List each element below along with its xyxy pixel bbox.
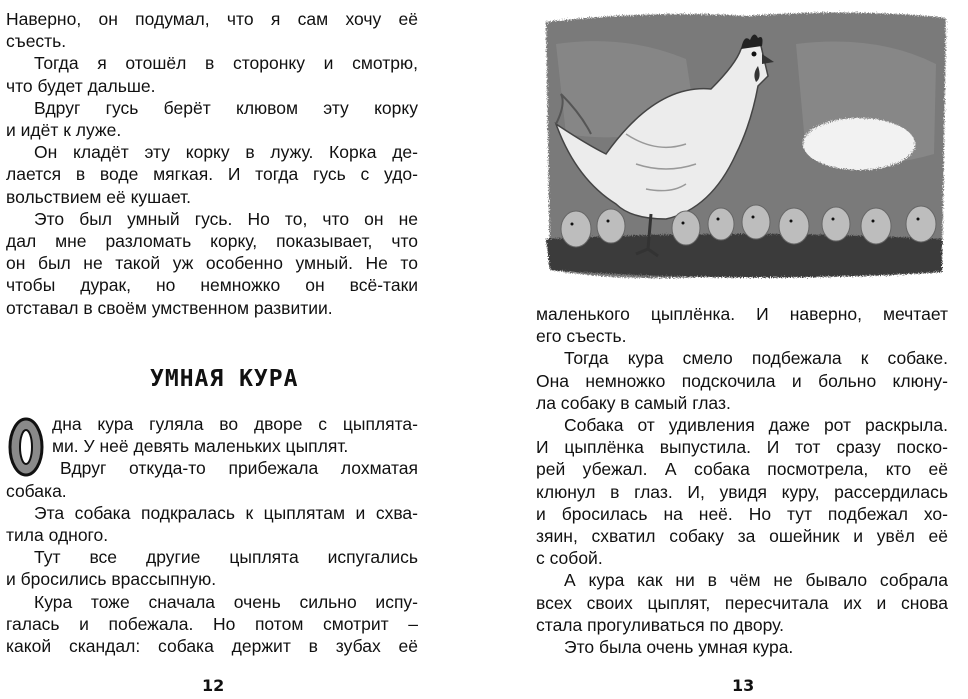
text-line: отставал в своём умственном развитии. [6, 297, 333, 318]
page-number-left: 12 [202, 676, 225, 695]
text-line: Это была очень умная кура. [564, 637, 794, 658]
text-line: ла собаку в самый глаз. [536, 392, 731, 413]
text-line: Наверно, он подумал, что я сам хочу её [6, 9, 418, 29]
text-line: какой скандал: собака держит в зубах её [6, 636, 418, 657]
text-line: и идёт к луже. [6, 120, 122, 141]
text-line: что будет дальше. [6, 75, 156, 96]
text-line: дна кура гуляла во дворе с цыплята- [52, 414, 418, 434]
text-line: Собака от удивления даже рот раскрыла. [564, 415, 948, 436]
text-line: и бросились врассыпную. [6, 569, 217, 590]
text-line: вольствием её кушает. [6, 186, 192, 207]
text-line: Он кладёт эту корку в лужу. Корка де- [34, 142, 418, 163]
text-line: съесть. [6, 31, 67, 52]
text-line: ми. У неё девять маленьких цыплят. [52, 436, 349, 457]
text-line: Это был умный гусь. Но то, что он не [34, 208, 418, 229]
text-line: клюнул в глаз. И, увидя куру, рассердилась [536, 481, 948, 502]
text-line: галась и побежала. Но потом смотрит – [6, 613, 418, 634]
story-text-smart-hen-end [536, 303, 948, 658]
drop-cap-text [0, 0, 1, 1]
text-line: И цыплёнка выпустила. И тот сразу поско- [536, 437, 948, 458]
text-line: дал мне разломать корку, показывает, что [6, 231, 418, 252]
text-line: его съесть. [536, 326, 627, 347]
page-number-right: 13 [732, 676, 755, 695]
text-line: лается в воде мягкая. И тогда гусь с удо- [6, 164, 418, 185]
story-text-smart-hen-start [6, 413, 418, 657]
text-line: А кура как ни в чём не бывало собрала [564, 570, 948, 591]
text-line: он был не такой уж особенно умный. Не то [6, 253, 418, 274]
text-line: Тут все другие цыплята испугались [34, 547, 418, 568]
text-line: собака. [6, 480, 67, 501]
text-line: с собой. [536, 548, 603, 569]
text-line: Вдруг гусь берёт клювом эту корку [34, 97, 418, 118]
text-line: Тогда я отошёл в сторонку и смотрю, [34, 53, 418, 74]
text-line: тила одного. [6, 525, 109, 546]
chapter-title: УМНАЯ КУРА [150, 366, 299, 392]
text-line: зяин, схватил собаку за ошейник и увёл её [536, 526, 948, 547]
text-line: всех своих цыплят, пересчитала их и снова [536, 592, 948, 613]
text-line: Кура тоже сначала очень сильно испу- [34, 591, 418, 612]
text-line: Тогда кура смело подбежала к собаке. [564, 348, 948, 369]
text-line: Эта собака подкралась к цыплятам и схва- [34, 502, 418, 523]
text-line: Она немножко подскочила и больно клюну- [536, 370, 948, 391]
story-text-goose-ending [6, 8, 418, 319]
text-line: маленького цыплёнка. И наверно, мечтает [536, 304, 948, 324]
text-line: Вдруг откуда-то прибежала лохматая [60, 458, 418, 479]
text-line: рей убежал. А собака посмотрела, кто её [536, 459, 948, 480]
text-line: чтобы дурак, но немножко он всё-таки [6, 275, 418, 296]
text-line: стала прогуливаться по двору. [536, 614, 784, 635]
text-line: и бросилась на неё. Но тут подбежал хо- [536, 503, 948, 524]
right-page [484, 0, 968, 699]
hen-with-chicks-illustration [536, 4, 950, 288]
